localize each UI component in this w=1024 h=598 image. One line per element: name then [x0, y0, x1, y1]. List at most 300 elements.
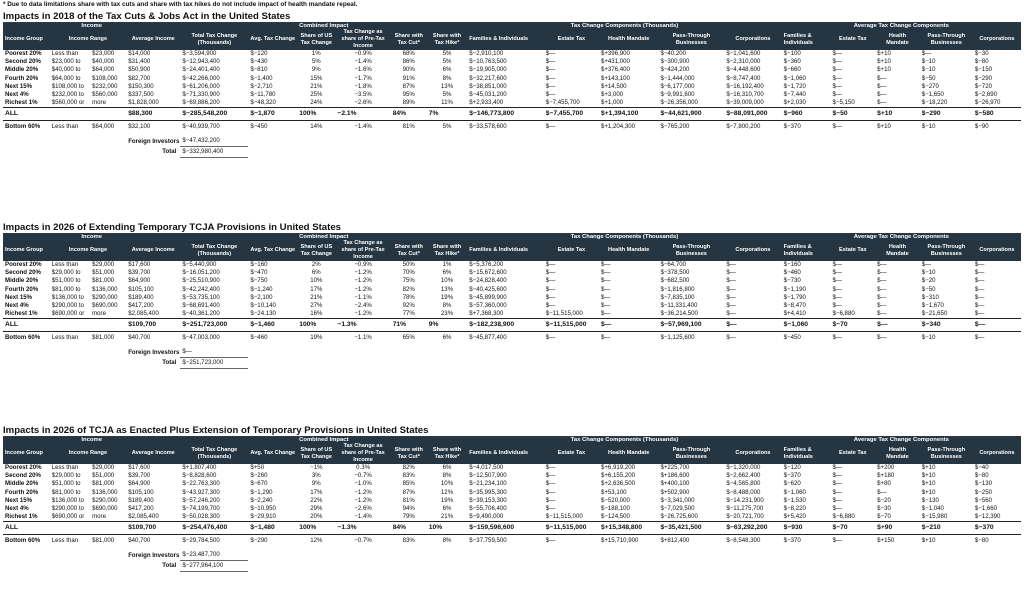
column-header: Pass-Through Businesses	[658, 29, 724, 50]
cell-col-4: $−43,927,300	[182, 488, 220, 496]
cell-col-12: $+6,155,200	[600, 472, 636, 480]
column-header: Families & Individuals	[467, 240, 543, 261]
cell-col-1: Less than	[51, 537, 79, 545]
cell-col-13: $−6,177,000	[660, 82, 695, 90]
cell-col-6: 1%	[311, 50, 321, 57]
cell-col-4: $−50,028,300	[182, 513, 220, 521]
cell-col-7: −1.4%	[354, 513, 372, 521]
cell-col-10: $−9,490,000	[469, 513, 504, 521]
cell-col-3: $82,700	[128, 74, 151, 82]
cell-col-14: $−88,091,000	[724, 108, 781, 121]
cell-col-6: 100%	[297, 319, 335, 332]
cell-col-4: $−57,246,200	[182, 496, 220, 504]
cell-col-15: $−620	[783, 480, 801, 488]
section-title: Impacts in 2026 of TCJA as Enacted Plus Extension of Temporary Provisions in United States	[3, 425, 1021, 437]
cell-col-4: $−5,440,900	[182, 261, 217, 268]
cell-col-15: $−460	[783, 269, 801, 277]
cell-col-6: 10%	[310, 277, 323, 285]
column-header: Estate Tax	[831, 29, 876, 50]
cell-col-13: $−57,969,100	[658, 319, 724, 332]
cell-col-10: $−159,596,600	[467, 522, 543, 535]
cell-col-6: 2%	[311, 261, 321, 268]
cell-col-4: $−16,051,200	[182, 269, 220, 277]
row-all	[3, 319, 1021, 332]
cell-col-7: −1.4%	[354, 123, 372, 131]
cell-col-1	[50, 522, 90, 535]
cell-col-7: −1.4%	[354, 58, 372, 66]
cell-col-9: 5%	[442, 91, 452, 99]
cell-col-1: $81,000 to	[51, 488, 81, 496]
cell-col-5: $+50	[250, 464, 265, 471]
cell-col-14: $−14,231,900	[726, 496, 764, 504]
cell-col-16: $—	[832, 488, 843, 496]
cell-col-0: Next 4%	[5, 302, 29, 310]
cell-col-8: 82%	[402, 464, 415, 471]
cell-col-15: $+4,410	[783, 310, 806, 318]
column-header-row	[3, 29, 1021, 50]
cell-col-10: $−39,153,300	[469, 496, 507, 504]
cell-col-2: more	[92, 513, 106, 521]
column-header: Income Group	[3, 29, 50, 50]
cell-col-19: $−150	[974, 66, 992, 74]
group-header: Income	[3, 23, 180, 29]
cell-col-11: $—	[545, 123, 556, 131]
cell-col-0: Richest 1%	[5, 310, 38, 318]
cell-col-8: 78%	[402, 293, 415, 301]
cell-col-16: $−6,880	[832, 310, 855, 318]
cell-col-11: $—	[545, 82, 556, 90]
column-header: Share with Tax Hike*	[427, 29, 467, 50]
cell-col-8: 81%	[402, 496, 415, 504]
foreign-value: $−23,487,700	[180, 550, 248, 561]
row-second-20	[3, 472, 1021, 480]
cell-col-9: 5%	[442, 58, 452, 66]
cell-col-13: $+225,700	[660, 464, 690, 471]
cell-col-6: 9%	[311, 480, 321, 488]
cell-col-9: 6%	[442, 505, 452, 513]
cell-col-18: $−1,650	[921, 91, 944, 99]
cell-col-9: 5%	[442, 50, 452, 57]
column-header: Pass-Through Businesses	[658, 240, 724, 261]
cell-col-19: $−720	[974, 82, 992, 90]
cell-col-0: Bottom 60%	[5, 334, 41, 342]
column-header: Families & Individuals	[782, 29, 831, 50]
column-header-row	[3, 443, 1021, 464]
cell-col-11: $—	[545, 269, 556, 277]
row-next-4	[3, 505, 1021, 513]
cell-col-18: $−270	[921, 82, 939, 90]
column-header: Share with Tax Hike*	[427, 443, 467, 464]
cell-col-0: ALL	[3, 319, 50, 332]
section-2026-extension	[3, 222, 1021, 369]
cell-col-16: $—	[832, 66, 843, 74]
column-header: Health Mandate	[599, 443, 658, 464]
cell-col-12: $+14,500	[600, 82, 627, 90]
foreign-value: $−47,432,200	[180, 136, 248, 147]
cell-col-13: $+812,400	[660, 537, 690, 545]
cell-col-14: $−2,310,000	[726, 58, 761, 66]
cell-col-17: $—	[877, 285, 887, 293]
cell-col-7: −1.3%	[335, 319, 390, 332]
cell-col-4: $−285,548,200	[180, 108, 248, 121]
cell-col-14: $−20,721,700	[726, 513, 764, 521]
cell-col-3: $105,100	[128, 285, 154, 293]
total-row	[3, 561, 1021, 572]
cell-col-9: 13%	[440, 82, 454, 90]
cell-col-3: $17,600	[128, 261, 151, 268]
cell-col-15: $−370	[783, 537, 801, 545]
cell-col-15: $−8,220	[783, 505, 806, 513]
cell-col-3: $2,085,400	[128, 513, 159, 521]
cell-col-16: $—	[832, 269, 843, 277]
cell-col-16: $—	[832, 537, 843, 545]
cell-col-10: $−5,376,200	[469, 261, 504, 268]
cell-col-1: $690,000 or	[51, 310, 85, 318]
row-fourth-20	[3, 286, 1021, 294]
cell-col-10: $−55,706,400	[469, 505, 507, 513]
cell-col-4: $−251,723,000	[180, 319, 248, 332]
row-richest-1	[3, 310, 1021, 319]
cell-col-17: $+90	[875, 522, 920, 535]
cell-col-14: $−2,662,400	[726, 472, 761, 480]
cell-col-15: $+5,420	[783, 513, 806, 521]
cell-col-4: $+1,807,400	[182, 464, 217, 471]
foreign-investors-row	[3, 136, 1021, 147]
column-header: Health Mandate	[875, 29, 920, 50]
cell-col-12: $+2,636,500	[600, 480, 636, 488]
cell-col-11: $—	[545, 293, 556, 301]
column-header: Estate Tax	[831, 240, 876, 261]
cell-col-6: 12%	[310, 537, 323, 545]
cell-col-18: $−50	[921, 285, 936, 293]
cell-col-9: 6%	[442, 66, 452, 74]
cell-col-3: $417,200	[128, 505, 154, 513]
cell-col-8: 82%	[402, 285, 415, 293]
column-header: Avg. Tax Change	[248, 240, 297, 261]
cell-col-10: $+7,368,300	[469, 310, 504, 318]
cell-col-12: $—	[600, 302, 611, 310]
cell-col-15: $−370	[783, 123, 801, 131]
cell-col-7: −0.7%	[354, 537, 372, 545]
cell-col-17: $+80	[877, 480, 891, 488]
cell-col-12: $—	[600, 310, 611, 318]
cell-col-15: $−120	[783, 464, 801, 471]
cell-col-6: 14%	[310, 123, 323, 131]
cell-col-1: $690,000 or	[51, 513, 85, 521]
cell-col-17: $+10	[877, 58, 891, 66]
cell-col-10: $−45,031,200	[469, 91, 507, 99]
cell-col-17: $—	[877, 302, 887, 310]
cell-col-13: $+186,600	[660, 472, 690, 480]
foreign-label: Foreign Investors	[128, 551, 180, 559]
column-header: Families & Individuals	[782, 443, 831, 464]
column-header: Families & Individuals	[782, 240, 831, 261]
cell-col-12: $−520,000	[600, 496, 630, 504]
column-header: Share of US Tax Change	[297, 240, 335, 261]
cell-col-12: $+1,394,100	[599, 108, 658, 121]
cell-col-5: $−2,710	[250, 82, 273, 90]
cell-col-19: $−90	[974, 123, 989, 131]
cell-col-9: 6%	[442, 334, 452, 342]
cell-col-14: $−8,548,300	[726, 537, 761, 545]
column-header: Corporations	[973, 443, 1021, 464]
cell-col-6: −1%	[310, 464, 323, 471]
cell-col-14: $−1,041,600	[726, 50, 761, 57]
cell-col-0: Middle 20%	[5, 277, 39, 285]
cell-col-12: $—	[600, 334, 611, 342]
cell-col-11: $—	[545, 472, 556, 480]
cell-col-12: $−188,100	[600, 505, 630, 513]
cell-col-4: $−12,943,400	[182, 58, 220, 66]
column-header: Total Tax Change (Thousands)	[180, 29, 248, 50]
total-label: Total	[162, 359, 177, 367]
cell-col-9: 10%	[440, 277, 454, 285]
cell-col-0: Poorest 20%	[5, 50, 42, 57]
cell-col-19: $—	[974, 269, 985, 277]
cell-col-6: 100%	[297, 108, 335, 121]
cell-col-8: 68%	[402, 50, 415, 57]
cell-col-1: Less than	[51, 334, 79, 342]
cell-col-0: Next 4%	[5, 505, 29, 513]
cell-col-19: $—	[974, 302, 985, 310]
cell-col-18: $—	[921, 261, 932, 268]
cell-col-17: $—	[877, 488, 887, 496]
cell-col-1: $23,000 to	[51, 58, 81, 66]
cell-col-9: 1%	[442, 261, 452, 268]
cell-col-7: −0.9%	[354, 261, 372, 268]
cell-col-7: −1.2%	[354, 277, 372, 285]
cell-col-6: 15%	[310, 74, 323, 82]
cell-col-8: 89%	[402, 99, 415, 107]
cell-col-4: $−22,763,300	[182, 480, 220, 488]
column-header: Income Group	[3, 443, 50, 464]
cell-col-5: $−260	[250, 472, 268, 480]
row-all	[3, 522, 1021, 535]
cell-col-3: $88,300	[126, 108, 180, 121]
cell-col-16: $—	[832, 91, 843, 99]
cell-col-6: 3%	[311, 472, 321, 480]
row-fourth-20	[3, 489, 1021, 497]
cell-col-9: 8%	[442, 472, 452, 480]
cell-col-4: $−61,206,000	[182, 82, 220, 90]
cell-col-19: $−560	[974, 496, 992, 504]
column-header: Estate Tax	[544, 240, 599, 261]
cell-col-18: $−210	[920, 522, 973, 535]
cell-col-19: $−80	[974, 537, 989, 545]
column-header: Total Tax Change (Thousands)	[180, 240, 248, 261]
cell-col-19: $−26,970	[974, 99, 1001, 107]
column-header: Pass-Through Businesses	[920, 240, 973, 261]
cell-col-1: $40,000 to	[51, 66, 81, 74]
cell-col-1: $290,000 to	[51, 505, 84, 513]
group-header: Average Tax Change Components	[782, 437, 1021, 443]
cell-col-5: $−810	[250, 66, 268, 74]
cell-col-5: $−11,780	[250, 91, 276, 99]
cell-col-12: $+1,204,300	[600, 123, 636, 131]
group-header: Average Tax Change Components	[782, 23, 1021, 29]
cell-col-4: $−69,886,200	[182, 99, 220, 107]
cell-col-18: $—	[921, 50, 932, 57]
cell-col-0: Next 15%	[5, 496, 33, 504]
cell-col-2	[90, 522, 126, 535]
cell-col-9: 13%	[440, 285, 454, 293]
row-fourth-20	[3, 75, 1021, 83]
cell-col-11: $—	[545, 74, 556, 82]
cell-col-0: Second 20%	[5, 58, 41, 66]
cell-col-14: $−8,488,000	[726, 488, 761, 496]
group-header: Tax Change Components (Thousands)	[467, 234, 781, 240]
cell-col-13: $−424,200	[660, 66, 690, 74]
cell-col-5: $−460	[250, 334, 268, 342]
cell-col-19: $—	[974, 285, 985, 293]
cell-col-13: $−9,991,600	[660, 91, 695, 99]
cell-col-5: $−1,870	[248, 108, 297, 121]
cell-col-2: $81,000	[92, 334, 115, 342]
cell-col-8: 95%	[402, 91, 415, 99]
cell-col-14: $—	[724, 319, 781, 332]
cell-col-7: −1.2%	[354, 496, 372, 504]
cell-col-16: $−50	[831, 108, 876, 121]
cell-col-13: $+502,900	[660, 488, 690, 496]
cell-col-3: $40,700	[128, 537, 151, 545]
cell-col-2: $690,000	[92, 505, 118, 513]
cell-col-5: $−1,400	[250, 74, 273, 82]
cell-col-13: $−7,029,500	[660, 505, 695, 513]
cell-col-4: $−3,594,900	[182, 50, 217, 57]
cell-col-3: $14,000	[128, 50, 151, 57]
cell-col-0: Fourth 20%	[5, 74, 39, 82]
cell-col-7: −1.2%	[354, 488, 372, 496]
cell-col-3: $39,700	[128, 269, 151, 277]
cell-col-16: $—	[832, 464, 843, 471]
cell-col-16: $—	[832, 277, 843, 285]
cell-col-0: Second 20%	[5, 472, 41, 480]
foreign-label: Foreign Investors	[128, 137, 180, 145]
cell-col-11: $−11,515,000	[545, 310, 583, 318]
cell-col-1: $51,000 to	[51, 480, 81, 488]
cell-col-1	[50, 108, 90, 121]
cell-col-13: $−26,356,000	[660, 99, 698, 107]
column-header: Estate Tax	[544, 443, 599, 464]
cell-col-17: $—	[877, 334, 887, 342]
cell-col-3: $109,700	[126, 319, 180, 332]
column-header: Income Range	[50, 240, 126, 261]
total-value: $−277,964,100	[180, 561, 248, 572]
cell-col-13: $−1,125,600	[660, 334, 695, 342]
cell-col-16: $—	[832, 293, 843, 301]
group-header: Income	[3, 437, 180, 443]
cell-col-15: $−960	[782, 108, 831, 121]
cell-col-14: $−39,009,000	[726, 99, 764, 107]
cell-col-16: $−5,150	[832, 99, 855, 107]
cell-col-9: 23%	[440, 310, 454, 318]
cell-col-12: $+396,900	[600, 50, 630, 57]
cell-col-8: 86%	[402, 58, 415, 66]
cell-col-18: $−50	[921, 74, 936, 82]
row-bottom-60	[3, 535, 1021, 547]
group-header: Combined Impact	[180, 23, 467, 29]
cell-col-8: 81%	[402, 123, 415, 131]
cell-col-11: $−11,515,000	[544, 522, 599, 535]
cell-col-3: $17,600	[128, 464, 151, 471]
cell-col-18: $−10	[921, 334, 936, 342]
cell-col-7: −1.7%	[354, 74, 372, 82]
cell-col-12: $+431,000	[600, 58, 630, 66]
cell-col-5: $−1,480	[248, 522, 297, 535]
cell-col-10: $−40,425,600	[469, 285, 507, 293]
row-second-20	[3, 58, 1021, 66]
column-header: Share with Tax Hike*	[427, 240, 467, 261]
cell-col-9: 10%	[427, 522, 467, 535]
cell-col-0: ALL	[3, 108, 50, 121]
column-header: Income Range	[50, 443, 126, 464]
cell-col-10: $−182,238,900	[467, 319, 543, 332]
column-header: Average Income	[126, 240, 180, 261]
cell-col-1: $108,000 to	[51, 82, 84, 90]
cell-col-16: $—	[832, 261, 843, 268]
cell-col-4: $−68,691,400	[182, 302, 220, 310]
cell-col-19: $—	[974, 293, 985, 301]
cell-col-19: $−1,660	[974, 505, 998, 513]
cell-col-8: 84%	[391, 108, 427, 121]
cell-col-10: $−4,017,500	[469, 464, 504, 471]
cell-col-3: $417,200	[128, 302, 154, 310]
cell-col-4: $−42,242,400	[182, 285, 220, 293]
cell-col-15: $−1,060	[782, 319, 831, 332]
cell-col-3: $64,900	[128, 480, 151, 488]
cell-col-6: 21%	[310, 293, 323, 301]
cell-col-3: $50,900	[128, 66, 151, 74]
cell-col-10: $−15,672,600	[469, 269, 507, 277]
cell-col-7: −1.2%	[354, 269, 372, 277]
cell-col-1: Less than	[51, 123, 79, 131]
cell-col-15: $−930	[782, 522, 831, 535]
cell-col-10: $+2,933,400	[469, 99, 504, 107]
cell-col-4: $−29,784,500	[182, 537, 220, 545]
cell-col-3: $31,400	[128, 58, 151, 66]
cell-col-2: $64,000	[92, 123, 115, 131]
cell-col-11: $—	[545, 480, 556, 488]
cell-col-7: −1.1%	[354, 293, 372, 301]
total-value: $−332,980,400	[180, 147, 248, 158]
cell-col-8: 75%	[402, 277, 415, 285]
cell-col-15: $−730	[783, 277, 801, 285]
column-header: Average Income	[126, 443, 180, 464]
column-header: Average Income	[126, 29, 180, 50]
cell-col-17: $—	[875, 319, 920, 332]
cell-col-2: $51,000	[92, 269, 115, 277]
cell-col-13: $−300,900	[660, 58, 690, 66]
cell-col-19: $−12,390	[974, 513, 1001, 521]
cell-col-0: Richest 1%	[5, 99, 38, 107]
cell-col-0: Middle 20%	[5, 480, 39, 488]
row-middle-20	[3, 66, 1021, 74]
cell-col-6: 24%	[310, 99, 323, 107]
cell-col-5: $−29,910	[250, 513, 276, 521]
column-header: Avg. Tax Change	[248, 443, 297, 464]
cell-col-9: 19%	[440, 496, 454, 504]
cell-col-1: $232,000 to	[51, 91, 84, 99]
row-next-4	[3, 302, 1021, 310]
cell-col-18: $−310	[921, 293, 939, 301]
cell-col-1: $560,000 or	[51, 99, 85, 107]
cell-col-17: $+180	[877, 472, 895, 480]
cell-col-7: −1.0%	[354, 480, 372, 488]
cell-col-19: $−40	[974, 464, 989, 471]
cell-col-11: $—	[545, 505, 556, 513]
cell-col-4: $−25,510,900	[182, 277, 220, 285]
cell-col-0: Bottom 60%	[5, 537, 41, 545]
